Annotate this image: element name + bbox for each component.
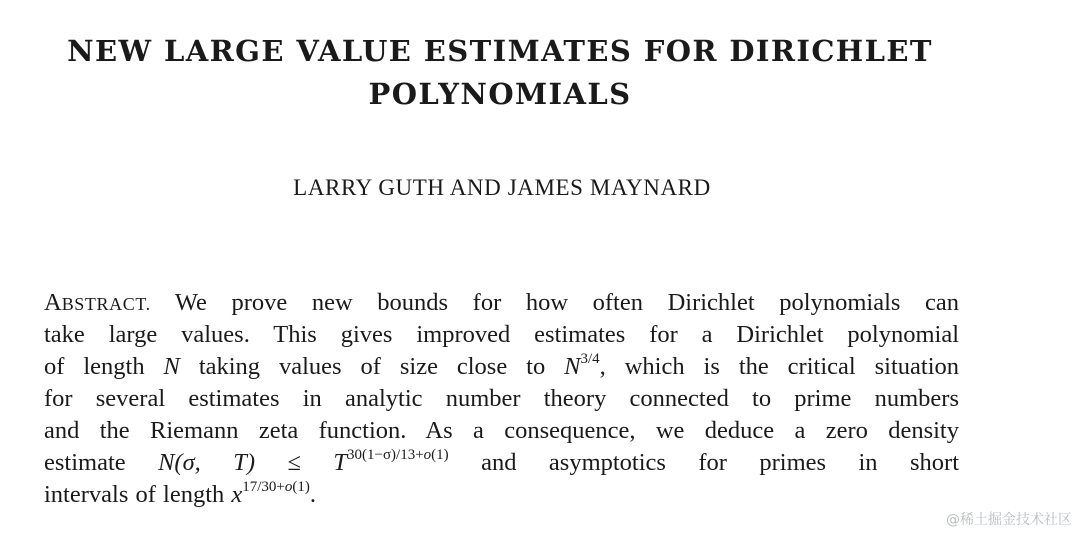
abstract-line-1: ABSTRACT. We prove new bounds for how often Dirichlet polynomials can <box>44 289 960 316</box>
abstract-line-7: intervals of length $x^{17/30+o(1)}$. <box>44 479 317 508</box>
watermark: @稀土掘金技术社区 <box>946 512 1072 528</box>
paper-title <box>30 30 970 116</box>
title-line-2: POLYNOMIALS <box>368 77 632 111</box>
abstract-line-5: and the Riemann zeta function. As a consequence, we deduce a zero density <box>44 417 959 444</box>
abstract-line-6: estimate N(σ, $T) \le T^{30(1-\sigma)/13+o(1)}$ and asymptotics for primes in short <box>44 447 959 476</box>
abstract-label: ABSTRACT. <box>44 289 151 316</box>
title-line-1: NEW LARGE VALUE ESTIMATES FOR DIRICHLET <box>67 34 933 68</box>
paper-authors: LARRY GUTH AND JAMES MAYNARD <box>293 175 711 200</box>
abstract-line-4: for several estimates in analytic number theory connected to prime numbers <box>44 385 959 412</box>
abstract <box>44 287 959 511</box>
abstract-line-2: take large values. This gives improved estimates for a Dirichlet polynomial <box>44 321 959 348</box>
abstract-line-3: of length N taking values of size close to $N^{3/4}$, which is the critical situation <box>44 351 960 380</box>
